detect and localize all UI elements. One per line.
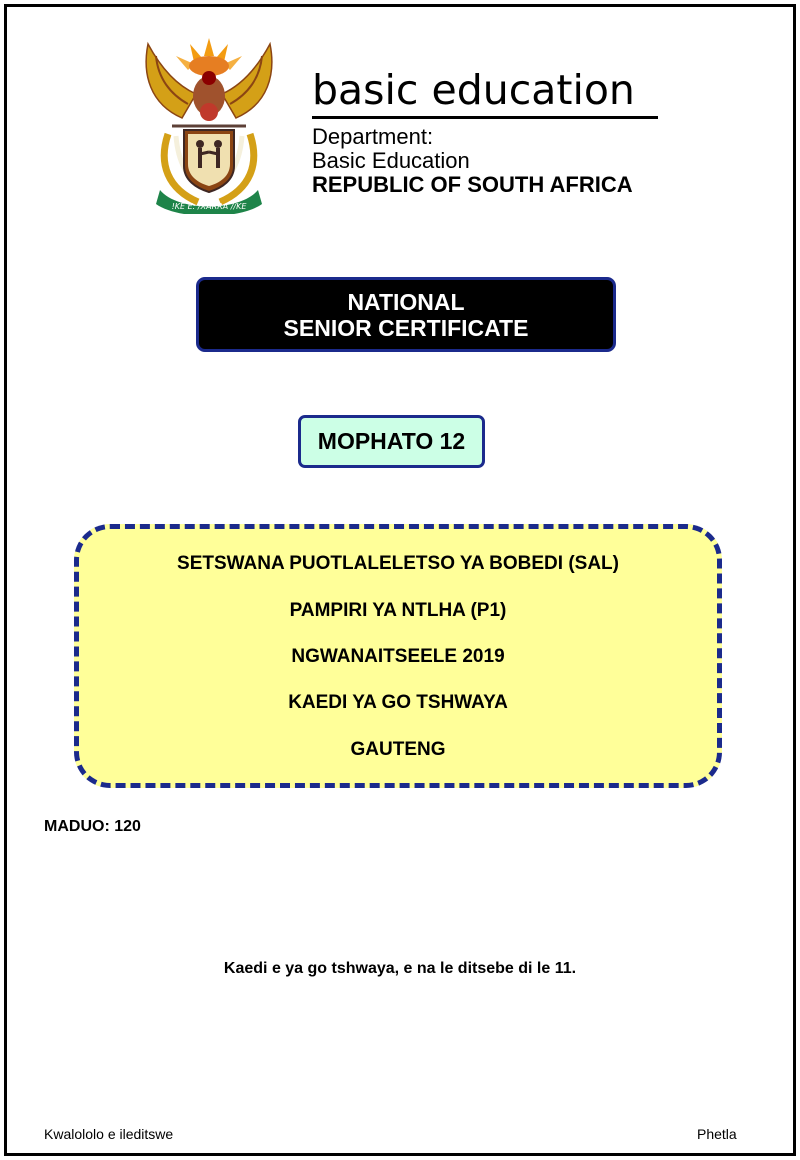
subject-info-box [74,524,722,788]
brand-title: basic education [312,66,635,114]
total-marks: MADUO: 120 [44,818,141,835]
sun-rays-icon [176,38,242,76]
page-count-note: Kaedi e ya go tshwaya, e na le ditsebe di le 11. [223,960,577,977]
nsc-banner [196,277,616,352]
province: GAUTENG [350,739,446,760]
coat-of-arms-logo [138,34,280,214]
exam-session: NGWANAITSEELE 2019 [291,646,505,667]
department-name: Basic Education [312,148,470,173]
country-name: REPUBLIC OF SOUTH AFRICA [312,172,633,197]
subject-title: SETSWANA PUOTLALELETSO YA BOBEDI (SAL) [177,553,619,574]
footer-copyright: Kwalololo e ileditswe [44,1126,174,1142]
nsc-line2: SENIOR CERTIFICATE [283,314,529,341]
nsc-line1: NATIONAL [347,288,465,315]
document-type: KAEDI YA GO TSHWAYA [288,692,508,713]
footer-turn-over: Phetla [697,1126,737,1142]
brand-underline [312,116,658,119]
grade-box [298,415,485,468]
grade-label: MOPHATO 12 [317,428,466,454]
department-label: Department: [312,124,434,149]
svg-text:!KE E: /XARRA //KE: !KE E: /XARRA //KE [171,202,247,211]
paper-number: PAMPIRI YA NTLHA (P1) [289,600,507,621]
